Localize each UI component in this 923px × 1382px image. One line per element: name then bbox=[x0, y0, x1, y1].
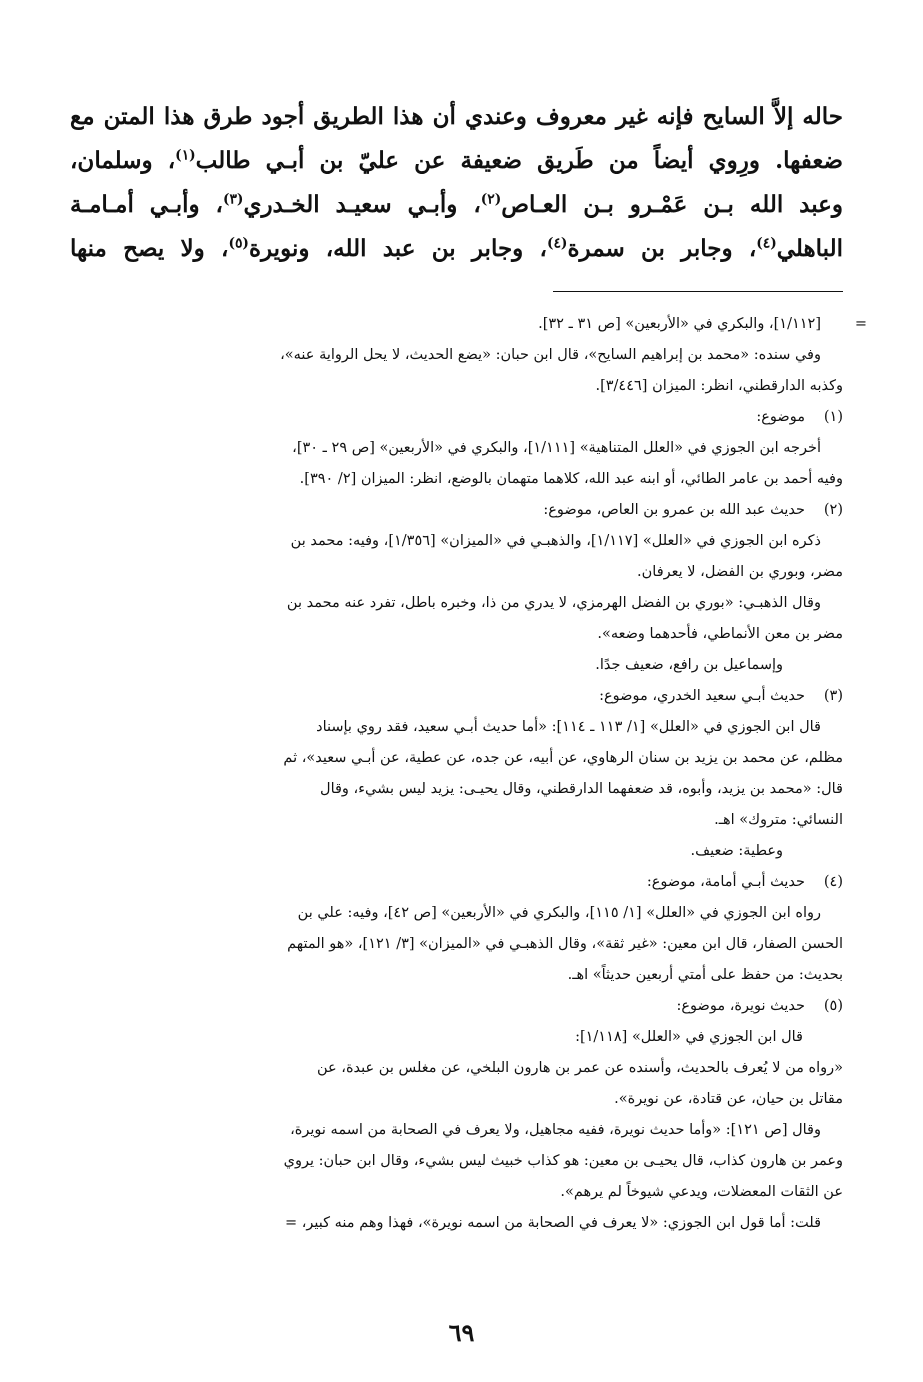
main-line-3-tail: ، وأبـي أمـامـة bbox=[70, 191, 223, 218]
footnote-3-number: (٣) bbox=[823, 688, 843, 704]
footnote-4-number: (٤) bbox=[823, 874, 843, 890]
footnote-ref-4b[interactable]: (٤) bbox=[546, 235, 568, 252]
footnote-4-line-c: الحسن الصفار، قال ابن معين: «غير ثقة»، وقال الذهبـي في «الميزان» [٣/ ١٢١]، «هو المتهم bbox=[287, 936, 843, 952]
footnote-1-b bbox=[70, 433, 843, 464]
footnote-ref-4a[interactable]: (٤) bbox=[756, 235, 777, 252]
main-line-4 bbox=[70, 227, 843, 271]
main-line-4-mid: ، وجابر بن سمرة bbox=[567, 235, 757, 262]
footnote-0-line-a: [١/١١٢]، والبكري في «الأربعين» [ص ٣١ ـ ٣٢]. bbox=[538, 316, 821, 332]
footnote-2-e bbox=[70, 619, 843, 650]
footnote-3-e bbox=[70, 805, 843, 836]
footnote-4-b bbox=[70, 898, 843, 929]
footnote-ref-3[interactable]: (٣) bbox=[222, 191, 244, 208]
footnote-4-d bbox=[70, 960, 843, 991]
footnote-3-f bbox=[70, 836, 843, 867]
footnote-5-d bbox=[70, 1084, 843, 1115]
main-line-1-text: حاله إلاَّ السايح فإنه غير معروف وعندي أن هذا الطريق أجود طرق هذا المتن مع bbox=[70, 103, 844, 130]
footnote-3-line-a: حديث أبـي سعيد الخدري، موضوع: bbox=[599, 688, 805, 704]
footnote-1-line-a: موضوع: bbox=[756, 409, 805, 425]
footnote-0-line-b: وفي سنده: «محمد بن إبراهيم السايح»، قال ابن حبان: «يضع الحديث، لا يحل الرواية عنه»، bbox=[280, 347, 821, 363]
footnote-5-line-c: «رواه من لا يُعرف بالحديث، وأسنده عن عمر بن هارون البلخي، عن مغلس بن عبدة، عن bbox=[316, 1060, 843, 1076]
main-line-4-mid2: ، وجابر بن عبد الله، ونويرة bbox=[248, 235, 547, 262]
footnote-5-line-e: وقال [ص ١٢١]: «وأما حديث نويرة، ففيه مجاهيل، ولا يعرف في الصحابة من اسمه نويرة، bbox=[290, 1122, 821, 1138]
footnotes bbox=[70, 309, 867, 1239]
footnote-0-c bbox=[70, 371, 843, 402]
footnote-1 bbox=[70, 402, 843, 433]
footnote-4-line-a: حديث أبـي أمامة، موضوع: bbox=[646, 874, 805, 890]
footnote-separator bbox=[553, 291, 843, 292]
main-line-3-text: وعبد الله بـن عَمْـرو بـن العـاص bbox=[501, 191, 844, 218]
footnote-3-d bbox=[70, 774, 843, 805]
footnote-5-b bbox=[70, 1022, 843, 1053]
footnote-5-g bbox=[70, 1177, 843, 1208]
main-line-3-mid: ، وأبـي سعيـد الخـدري bbox=[243, 191, 481, 218]
footnote-5-line-h: قلت: أما قول ابن الجوزي: «لا يعرف في الصحابة من اسمه نويرة»، فهذا وهم منه كبير، bbox=[301, 1215, 821, 1231]
footnote-5-h bbox=[70, 1208, 843, 1239]
footnote-3-line-d: قال: «محمد بن يزيد، وأبوه، قد ضعفهما الدارقطني، وقال يحيـى: يزيد ليس بشيء، وقال bbox=[320, 781, 843, 797]
footnote-5-line-f: وعمر بن هارون كذاب، قال يحيـى بن معين: هو كذاب خبيث ليس بشيء، وقال ابن حبان: يروي bbox=[283, 1153, 843, 1169]
footnote-2 bbox=[70, 495, 843, 526]
footnote-2-line-a: حديث عبد الله بن عمرو بن العاص، موضوع: bbox=[543, 502, 805, 518]
footnote-0-line-c: وكذبه الدارقطني، انظر: الميزان [٣/٤٤٦]. bbox=[595, 378, 843, 394]
footnote-0-b bbox=[70, 340, 843, 371]
footnote-2-line-c: مضر، وبوري بن الفضل، لا يعرفان. bbox=[637, 564, 843, 580]
continuation-mark: = bbox=[854, 316, 867, 332]
footnote-5 bbox=[70, 991, 843, 1022]
main-line-1 bbox=[70, 95, 843, 139]
footnote-2-d bbox=[70, 588, 843, 619]
footnote-0 bbox=[70, 309, 867, 340]
footnote-5-number: (٥) bbox=[823, 998, 843, 1014]
page-body bbox=[70, 95, 867, 1382]
footnote-5-c bbox=[70, 1053, 843, 1084]
footnote-2-line-d: وقال الذهبـي: «بوري بن الفضل الهرمزي، لا يدري من ذا، وخبره باطل، تفرد عنه محمد بن bbox=[286, 595, 821, 611]
footnote-5-e bbox=[70, 1115, 843, 1146]
footnote-ref-1[interactable]: (١) bbox=[175, 147, 196, 164]
footnote-1-c bbox=[70, 464, 843, 495]
page-number: ٦٩ bbox=[448, 1318, 475, 1347]
footnote-2-line-b: ذكره ابن الجوزي في «العلل» [١/١١٧]، والذهبـي في «الميزان» [١/٣٥٦]، وفيه: محمد بن bbox=[290, 533, 821, 549]
main-line-2-tail: ، وسلمان، bbox=[70, 147, 176, 174]
footnote-3-c bbox=[70, 743, 843, 774]
main-text bbox=[70, 95, 843, 271]
footnote-3-b bbox=[70, 712, 843, 743]
footnote-3-line-f: وعطية: ضعيف. bbox=[690, 843, 783, 859]
footnote-5-line-a: حديث نويرة، موضوع: bbox=[676, 998, 805, 1014]
footnote-1-number: (١) bbox=[823, 409, 843, 425]
main-line-2-text: ضعفها. ورِوي أيضاً من طَريق ضعيفة عن عليّ بن أبـي طالب bbox=[195, 147, 843, 174]
footnote-4 bbox=[70, 867, 843, 898]
footnote-2-line-f: وإسماعيل بن رافع، ضعيف جدًا. bbox=[595, 657, 783, 673]
footnote-4-line-d: بحديث: من حفظ على أمتي أربعين حديثاً» اهـ. bbox=[567, 967, 843, 983]
footnote-2-c bbox=[70, 557, 843, 588]
main-line-2 bbox=[70, 139, 843, 183]
footnote-5-f bbox=[70, 1146, 843, 1177]
footnote-2-f bbox=[70, 650, 843, 681]
main-line-4-text: الباهلي bbox=[776, 235, 844, 262]
footnote-3-line-b: قال ابن الجوزي في «العلل» [١/ ١١٣ ـ ١١٤]: «أما حديث أبـي سعيد، فقد روي بإسناد bbox=[316, 719, 821, 735]
footnote-3-line-e: النسائي: متروك» اهـ. bbox=[714, 812, 843, 828]
footnote-5-line-g: عن الثقات المعضلات، ويدعي شيوخاً لم يرهم». bbox=[560, 1184, 843, 1200]
footnote-ref-5[interactable]: (٥) bbox=[228, 235, 249, 252]
footnote-2-number: (٢) bbox=[823, 502, 843, 518]
footnote-5-line-d: مقاتل بن حيان، عن قتادة، عن نويرة». bbox=[614, 1091, 843, 1107]
footnote-4-c bbox=[70, 929, 843, 960]
footnote-2-line-e: مضر بن معن الأنماطي، فأحدهما وضعه». bbox=[597, 626, 843, 642]
footnote-ref-2[interactable]: (٢) bbox=[480, 191, 502, 208]
continuation-mark-end: = bbox=[284, 1215, 298, 1231]
footnote-3 bbox=[70, 681, 843, 712]
footnote-1-line-b: أخرجه ابن الجوزي في «العلل المتناهية» [١/١١١]، والبكري في «الأربعين» [ص ٢٩ ـ ٣٠]، bbox=[292, 440, 821, 456]
footnote-4-line-b: رواه ابن الجوزي في «العلل» [١/ ١١٥]، والبكري في «الأربعين» [ص ٤٢]، وفيه: علي بن bbox=[297, 905, 821, 921]
main-line-3 bbox=[70, 183, 843, 227]
footnote-5-line-b: قال ابن الجوزي في «العلل» [١/١١٨]: bbox=[575, 1029, 803, 1045]
footnote-1-line-c: وفيه أحمد بن عامر الطائي، أو ابنه عبد الله، كلاهما متهمان بالوضع، انظر: الميزان [٢/ ٣٩٠]. bbox=[299, 471, 843, 487]
main-line-4-tail: ، ولا يصح منها bbox=[70, 235, 229, 262]
footnote-3-line-c: مظلم، عن محمد بن يزيد بن سنان الرهاوي، عن أبيه، عن جده، عن عطية، عن أبـي سعيد»، ثم bbox=[283, 750, 843, 766]
footnote-2-b bbox=[70, 526, 843, 557]
